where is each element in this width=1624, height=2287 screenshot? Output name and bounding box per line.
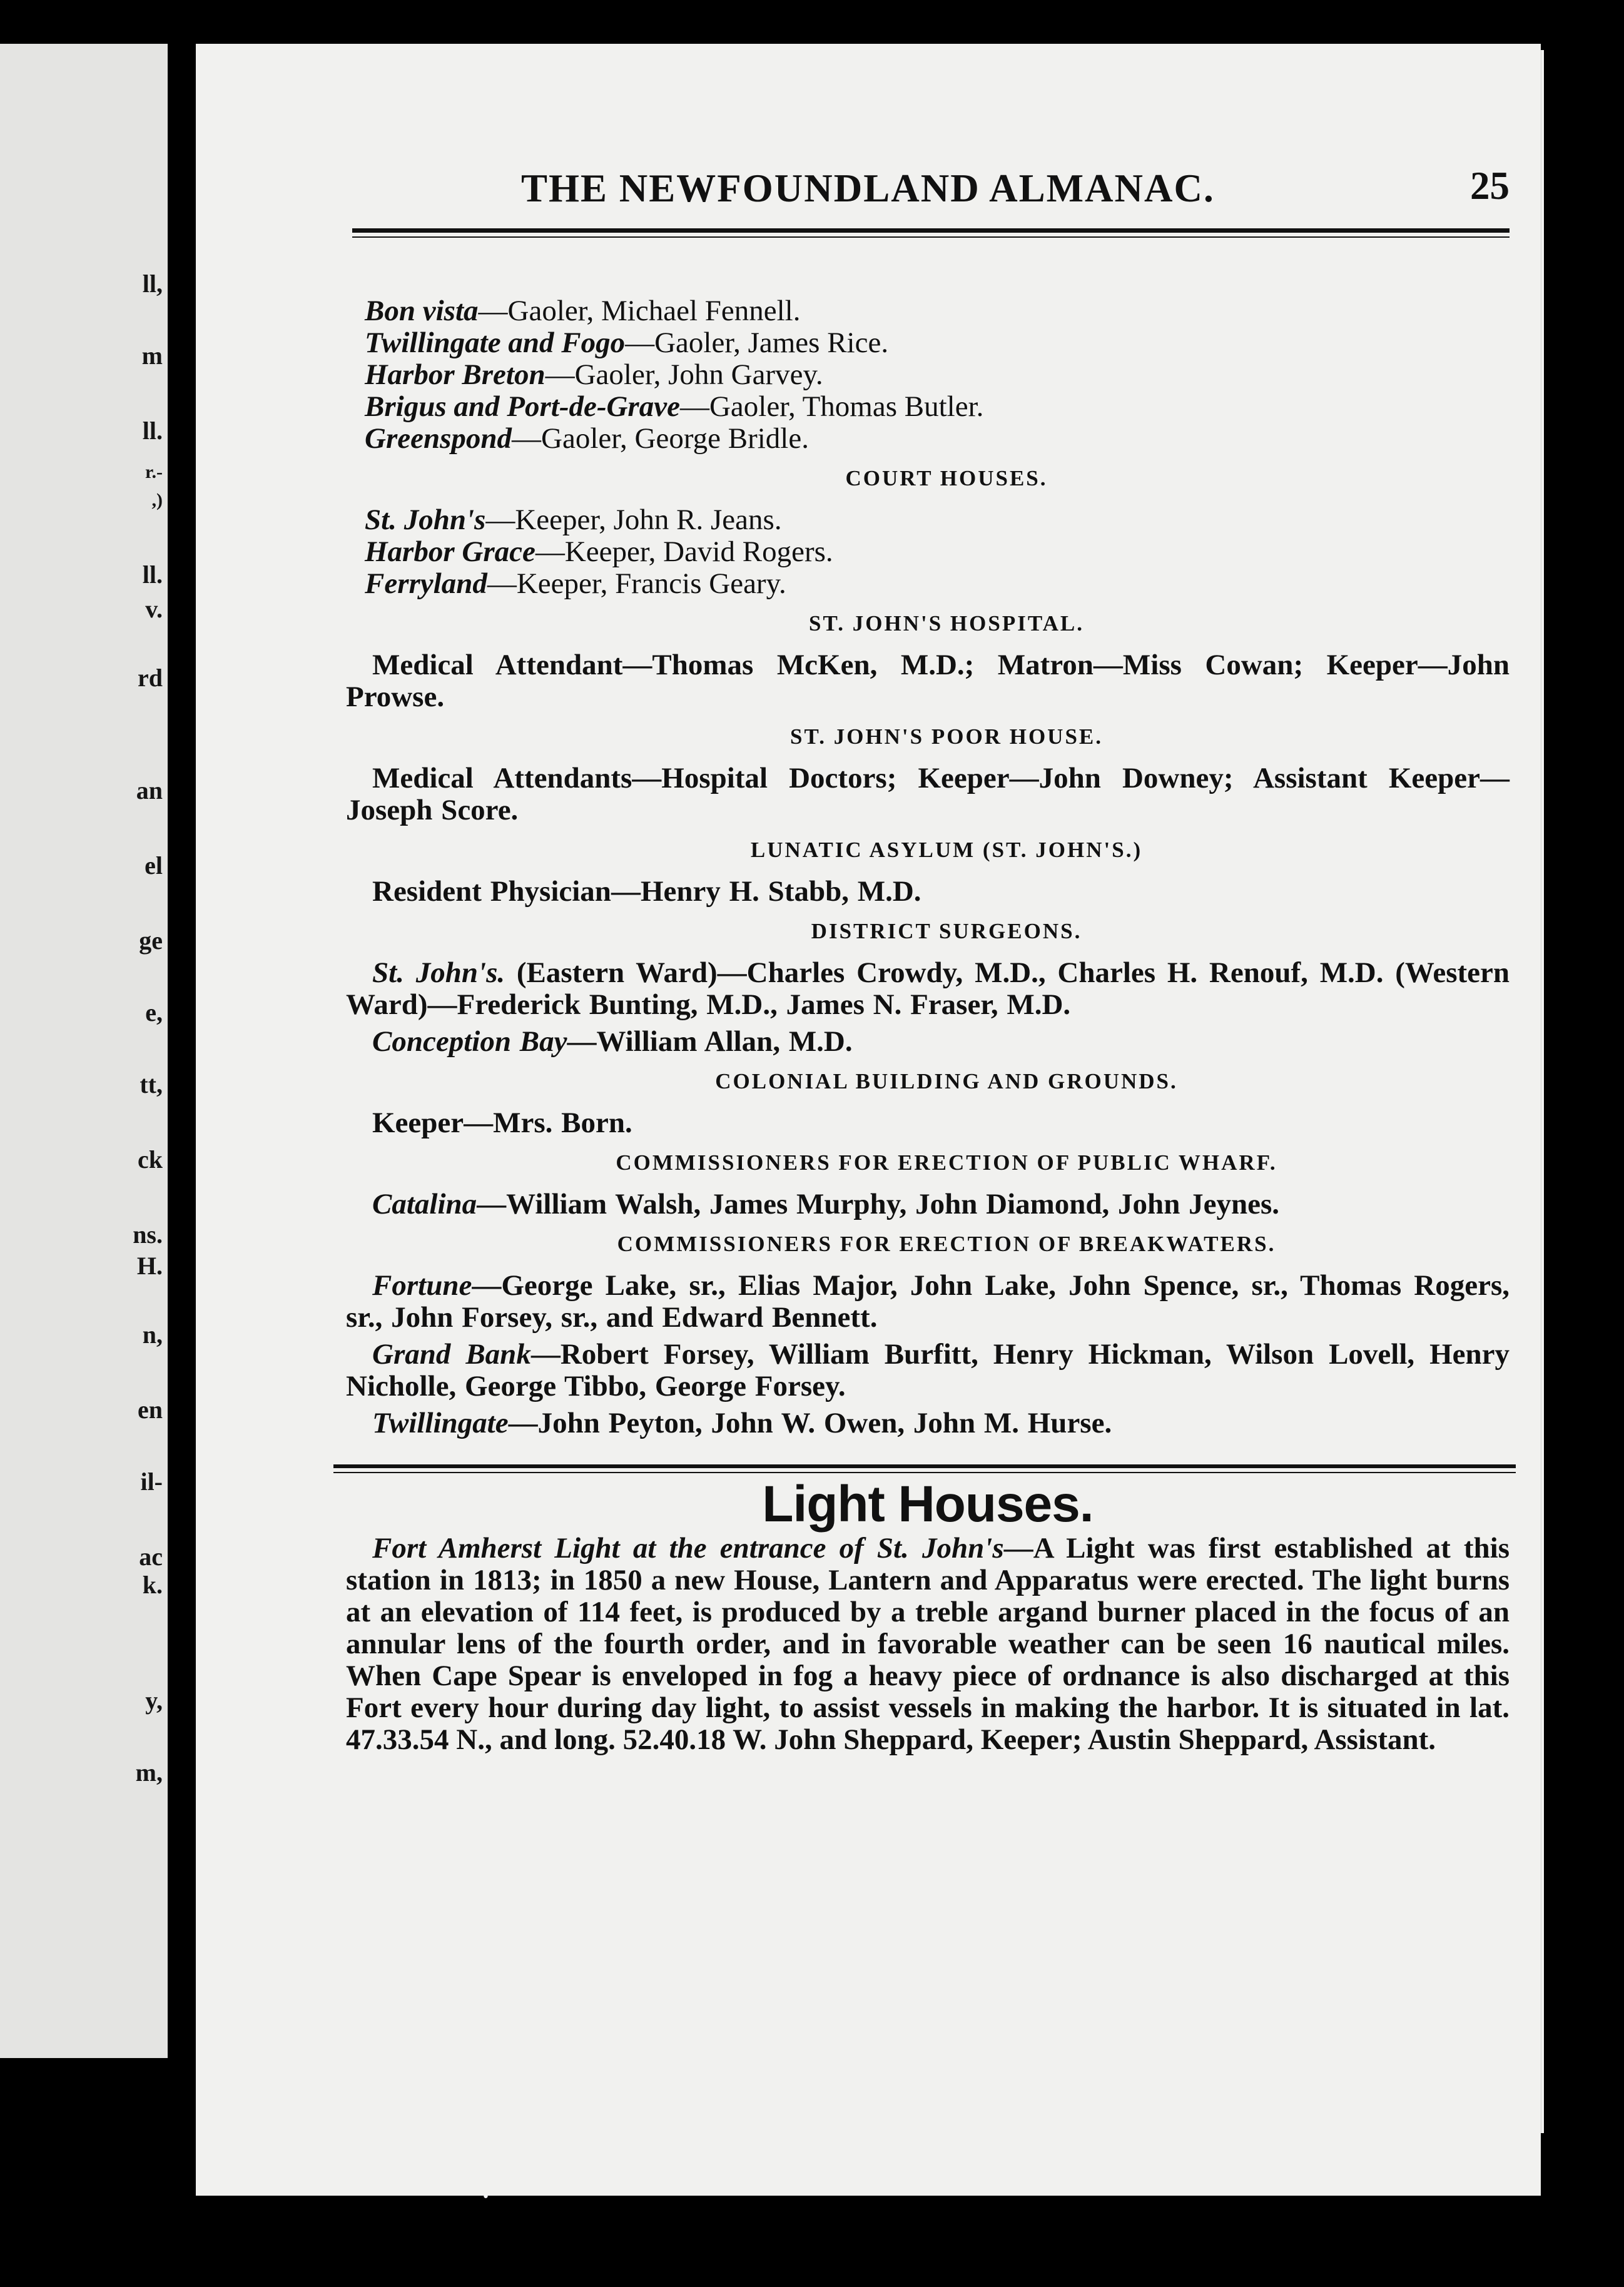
scan-speck: • — [482, 2189, 490, 2205]
colonial-building-keeper: Keeper—Mrs. Born. — [372, 1107, 632, 1139]
facing-page-fragment: k. — [142, 1571, 163, 1599]
section-heading: COLONIAL BUILDING AND GROUNDS. — [715, 1069, 1178, 1093]
facing-page — [0, 44, 168, 2058]
facing-page-fragment: m — [141, 342, 163, 370]
facing-page-fragment: rd — [138, 664, 163, 692]
section-divider — [333, 1464, 1516, 1473]
facing-page-fragment: ll. — [142, 417, 163, 445]
section-heading: DISTRICT SURGEONS. — [811, 919, 1082, 943]
page-number: 25 — [1470, 164, 1510, 208]
surgeon-entry: St. John's. (Eastern Ward)—Charles Crowdy, M.D., Charles H. Renouf, M.D. (Western Ward)—Frederick Bunting, M.D., James N. Fraser, M.D. — [346, 956, 1510, 1021]
facing-page-fragment: il- — [140, 1468, 163, 1496]
fort-amherst-description: Fort Amherst Light at the entrance of St. John's—A Light was first established at this station in 1813; in 1850 a new House, Lantern and Apparatus were erected. The light burns at an elevation of 114 feet, is produced by a treble argand burner placed in the focus of an annular lens of the fourth order, and in favorable weather can be seen 16 nautical miles. When Cape Spear is enveloped in fog a heavy piece of ordnance is also discharged at this Fort every hour during day light, to assist vessels in making the harbor. It is situated in lat. 47.33.54 N., and long. 52.40.18 W. John Sheppard, Keeper; Austin Sheppard, Assistant. — [346, 1532, 1510, 1756]
section-heading: COURT HOUSES. — [845, 466, 1048, 490]
running-title: THE NEWFOUNDLAND ALMANAC. — [521, 166, 1215, 210]
facing-page-fragment: ll. — [142, 560, 163, 589]
court-house-entry: Ferryland—Keeper, Francis Geary. — [365, 567, 786, 600]
facing-page-fragment: ck — [138, 1145, 163, 1174]
facing-page-fragment: v. — [145, 595, 163, 623]
facing-page-fragment: H. — [136, 1252, 163, 1280]
gaoler-entry: Brigus and Port-de-Grave—Gaoler, Thomas Butler. — [365, 390, 984, 423]
asylum-staff: Resident Physician—Henry H. Stabb, M.D. — [372, 875, 921, 908]
header-rule — [352, 228, 1510, 233]
facing-page-fragment: an — [136, 776, 163, 804]
breakwater-entry: Twillingate—John Peyton, John W. Owen, John M. Hurse. — [372, 1407, 1112, 1439]
gaoler-entry: Harbor Breton—Gaoler, John Garvey. — [365, 358, 823, 391]
running-header — [352, 166, 1510, 235]
section-heading: ST. JOHN'S HOSPITAL. — [809, 611, 1084, 636]
facing-page-fragment: ge — [139, 926, 163, 955]
surgeon-entry: Conception Bay—William Allan, M.D. — [372, 1025, 853, 1058]
header-rule-thin — [352, 236, 1510, 238]
section-heading: COMMISSIONERS FOR ERECTION OF PUBLIC WHARF. — [616, 1150, 1277, 1175]
facing-page-fragment: ac — [139, 1543, 163, 1571]
facing-page-fragment: ll, — [142, 270, 163, 298]
hospital-staff: Medical Attendant—Thomas McKen, M.D.; Matron—Miss Cowan; Keeper—John Prowse. — [346, 649, 1510, 713]
facing-page-fragment: ,) — [151, 490, 163, 510]
section-heading: COMMISSIONERS FOR ERECTION OF BREAKWATERS. — [617, 1232, 1276, 1256]
facing-page-fragment: m, — [135, 1758, 163, 1787]
gaoler-entry: Greenspond—Gaoler, George Bridle. — [365, 422, 809, 455]
wharf-commissioners: Catalina—William Walsh, James Murphy, John Diamond, John Jeynes. — [372, 1188, 1279, 1220]
facing-page-fragment: y, — [145, 1686, 163, 1715]
breakwater-entry: Grand Bank—Robert Forsey, William Burfitt, Henry Hickman, Wilson Lovell, Henry Nicholle, George Tibbo, George Forsey. — [346, 1338, 1510, 1402]
almanac-page — [196, 44, 1541, 2196]
facing-page-fragment: en — [138, 1396, 163, 1424]
light-houses-title: Light Houses. — [762, 1476, 1094, 1533]
facing-page-fragment: n, — [142, 1321, 163, 1349]
gaoler-entry: Twillingate and Fogo—Gaoler, James Rice. — [365, 327, 889, 359]
court-house-entry: St. John's—Keeper, John R. Jeans. — [365, 504, 782, 536]
section-heading: ST. JOHN'S POOR HOUSE. — [789, 724, 1103, 749]
gaolers-list — [346, 295, 1510, 455]
facing-page-fragment: ns. — [133, 1220, 163, 1249]
facing-page-fragment: tt, — [140, 1070, 163, 1098]
breakwater-entry: Fortune—George Lake, sr., Elias Major, John Lake, John Spence, sr., Thomas Rogers, sr., John Forsey, sr., and Edward Bennett. — [346, 1269, 1510, 1334]
page-body — [346, 295, 1510, 1756]
poor-house-staff: Medical Attendants—Hospital Doctors; Keeper—John Downey; Assistant Keeper—Joseph Score. — [346, 762, 1510, 826]
court-house-entry: Harbor Grace—Keeper, David Rogers. — [365, 535, 833, 568]
gaoler-entry: Bon vista—Gaoler, Michael Fennell. — [365, 295, 801, 327]
facing-page-fragment: e, — [145, 998, 163, 1027]
facing-page-fragment: el — [145, 851, 163, 880]
section-heading: LUNATIC ASYLUM (ST. JOHN'S.) — [750, 838, 1143, 862]
facing-page-fragment: r.- — [145, 462, 163, 482]
